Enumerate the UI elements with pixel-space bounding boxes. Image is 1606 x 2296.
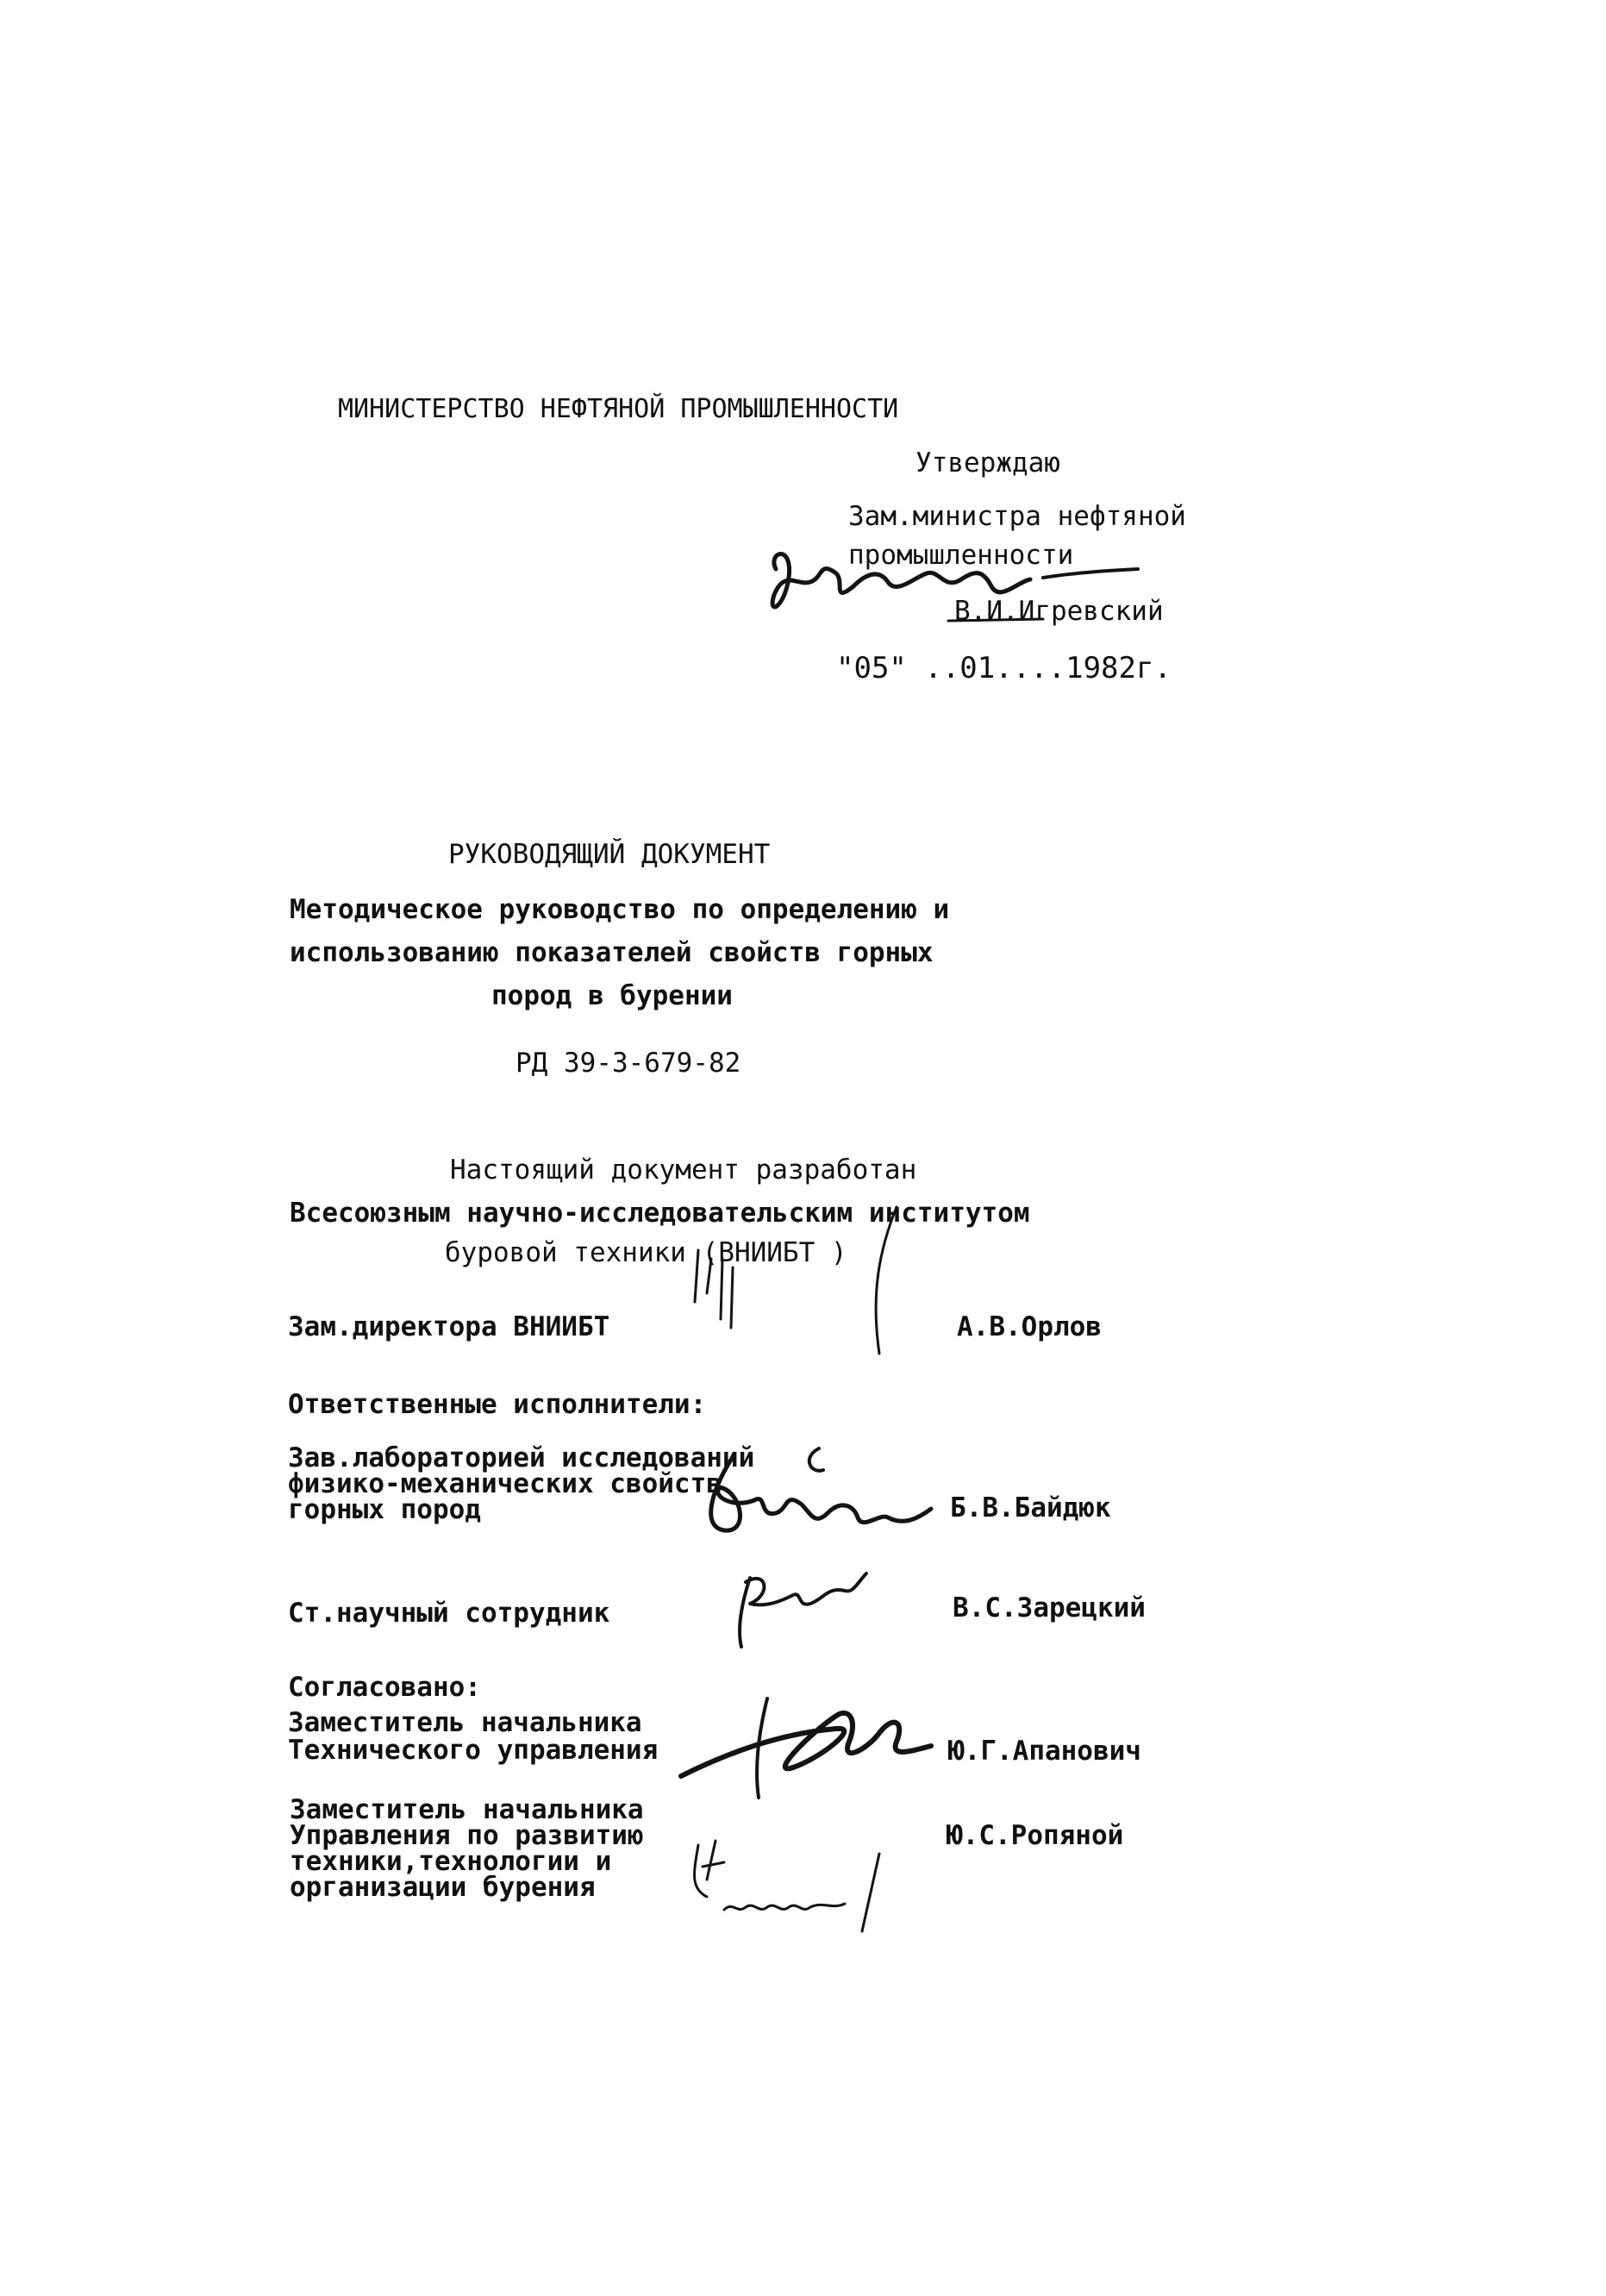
approval-position-line1: Зам.министра нефтяной — [848, 501, 1186, 532]
dev-dept-position-line: техники,технологии и — [290, 1846, 612, 1877]
deputy-director-position: Зам.директора ВНИИБТ — [288, 1311, 610, 1342]
approval-date: "05" ..01....1982г. — [836, 651, 1172, 685]
tech-dept-position-line: Заместитель начальника — [288, 1707, 642, 1738]
dev-dept-position-line: организации бурения — [290, 1872, 596, 1903]
approval-handwritten-signature — [759, 535, 1207, 629]
baidyuk-handwritten-signature — [681, 1431, 940, 1561]
deputy-director-name: А.В.Орлов — [957, 1311, 1102, 1342]
document-title-line: пород в бурении — [491, 980, 733, 1011]
agreed-heading: Согласовано: — [288, 1672, 481, 1703]
tech-dept-position-line: Технического управления — [288, 1735, 659, 1766]
developer-line: Всесоюзным научно-исследовательским институтом — [290, 1198, 1030, 1229]
document-title-line: Методическое руководство по определению и — [290, 894, 950, 925]
lab-head-name: Б.В.Байдюк — [950, 1492, 1111, 1523]
document-type: РУКОВОДЯЩИЙ ДОКУМЕНТ — [448, 839, 771, 870]
researcher-name: В.С.Зарецкий — [953, 1592, 1146, 1623]
approval-position-line2: промышленности — [848, 540, 1074, 571]
ministry-header: МИНИСТЕРСТВО НЕФТЯНОЙ ПРОМЫШЛЕННОСТИ — [338, 394, 899, 424]
developer-line: буровой техники (ВНИИБТ ) — [445, 1237, 847, 1268]
document-title-line: использованию показателей свойств горных — [290, 937, 934, 968]
dev-dept-name: Ю.С.Ропяной — [947, 1820, 1124, 1851]
document-code: РД 39-3-679-82 — [516, 1048, 741, 1079]
responsible-heading: Ответственные исполнители: — [288, 1389, 707, 1420]
approval-label: Утверждаю — [915, 447, 1060, 479]
tech-dept-name: Ю.Г.Апанович — [948, 1736, 1141, 1767]
lab-head-position-line: физико-механических свойств — [288, 1468, 722, 1499]
lab-head-position-line: горных пород — [288, 1494, 481, 1525]
researcher-position: Ст.научный сотрудник — [288, 1598, 610, 1629]
lab-head-position-line: Зав.лабораторией исследований — [288, 1442, 755, 1473]
orlov-handwritten-signature — [664, 1198, 922, 1371]
zaretsky-handwritten-signature — [724, 1561, 879, 1655]
apanovich-handwritten-signature — [664, 1681, 940, 1802]
dev-dept-position-line: Управления по развитию — [290, 1820, 644, 1851]
dev-dept-position-line: Заместитель начальника — [290, 1794, 644, 1825]
approval-signatory: В.И.Игревский — [954, 596, 1164, 627]
ropyanoy-handwritten-signature — [672, 1828, 931, 1940]
developer-line: Настоящий документ разработан — [450, 1154, 917, 1186]
